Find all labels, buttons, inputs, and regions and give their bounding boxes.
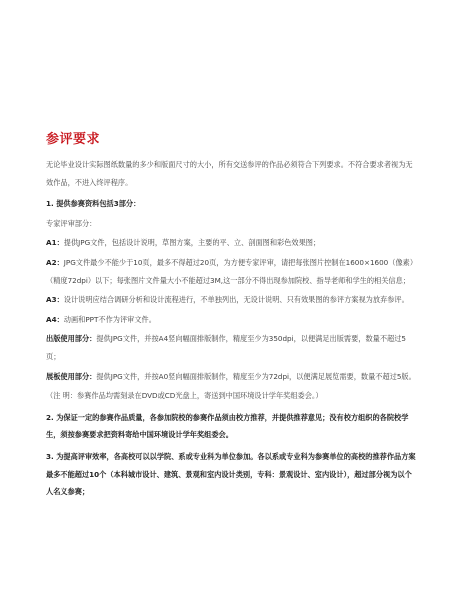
a4-paragraph: [46, 311, 416, 329]
a1-label: A1：: [46, 238, 64, 248]
note-paragraph: （注 明：参赛作品均需刻录在DVD或CD光盘上，寄送到中国环境设计学年奖组委会。）: [46, 391, 323, 401]
publish-paragraph: [46, 330, 416, 365]
a2-label: A2：: [46, 257, 64, 267]
item2-paragraph: 2. 为保证一定的参赛作品质量，各参加院校的参赛作品须由校方推荐，并提供推荐意见；没有校方组织的各院校学生，须按参赛要求把资料寄给中国环境设计学年奖组委会。: [46, 412, 409, 440]
publish-label: 出版使用部分：: [46, 334, 97, 344]
item3-paragraph: 3. 为提高评审效率，各高校可以以学院、系或专业科为单位参加。各以系或专业科为参赛单位的高校的推荐作品方案最多不能超过10个（本科城市设计、建筑、景观和室内设计类别，专科：景观设计、室内设计），超过部分视为以个人名义参赛；: [46, 451, 416, 497]
exhibit-paragraph: [46, 368, 416, 386]
a4-text: 动画和PPT不作为评审文件。: [63, 314, 156, 324]
a1-text: 提供JPG文件，包括设计说明，草图方案，主要的平、立、剖面图和彩色效果图；: [63, 238, 321, 248]
exhibit-text: 提供JPG文件，并按A0竖向幅面排版制作，精度至少为72dpi，以便满足展览需要，数量不超过5版。: [96, 371, 416, 381]
publish-text: 提供JPG文件，并按A4竖向幅面排版制作，精度至少为350dpi，以便满足出版需要，数量不超过5页；: [46, 334, 407, 361]
section-title: 参评要求: [46, 132, 101, 147]
a1-paragraph: [46, 234, 416, 252]
a3-paragraph: [46, 291, 416, 309]
exhibit-label: 展板使用部分：: [46, 371, 97, 381]
intro-paragraph: 无论毕业设计实际图纸数量的多少和版面尺寸的大小，所有交送参评的作品必须符合下列要求。不符合要求者视为无效作品，不进入终评程序。: [46, 160, 413, 187]
section-content: [46, 156, 416, 501]
item1-heading: 1. 提供参赛资料包括3部分：: [46, 199, 141, 209]
a3-label: A3：: [46, 295, 64, 305]
a4-label: A4：: [46, 314, 64, 324]
expert-review-label: 专家评审部分：: [46, 218, 97, 228]
a3-text: 设计说明应结合调研分析和设计流程进行，不单独列出，无设计说明、只有效果图的参评方案视为放弃参评。: [63, 295, 409, 305]
a2-text: JPG文件最少不能少于10页，最多不得超过20页，为方便专家评审，请把每张图片控制在1600×1600（像素）（精度72dpi）以下；每张图片文件量大小不能超过3M,这一部分不得出现参加院校、指导老师和学生的相关信息；: [46, 257, 414, 285]
a2-paragraph: [46, 254, 416, 289]
